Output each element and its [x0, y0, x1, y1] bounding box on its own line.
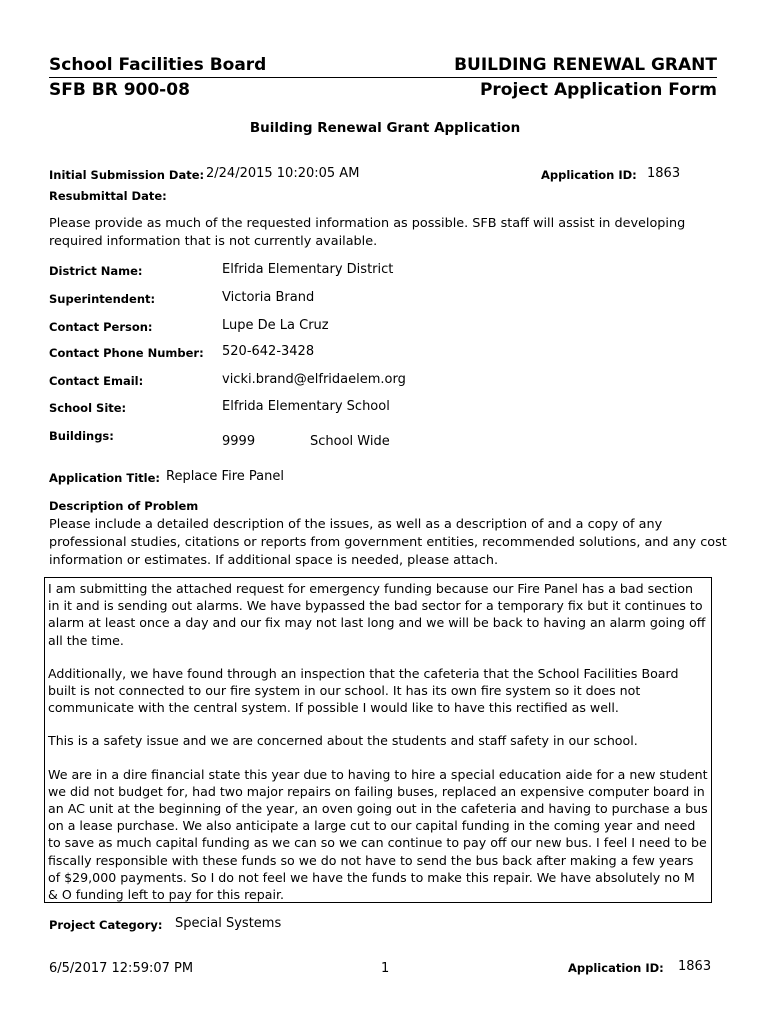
school-site-value: Elfrida Elementary School	[222, 399, 390, 414]
resubmittal-label: Resubmittal Date:	[49, 189, 167, 203]
building-name: School Wide	[310, 434, 390, 449]
application-id-value: 1863	[647, 166, 681, 181]
contact-person-value: Lupe De La Cruz	[222, 318, 329, 333]
contact-email-label: Contact Email:	[49, 374, 144, 388]
superintendent-value: Victoria Brand	[222, 290, 315, 305]
contact-email-value: vicki.brand@elfridaelem.org	[222, 372, 406, 387]
org-name: School Facilities Board	[49, 55, 267, 75]
superintendent-label: Superintendent:	[49, 292, 156, 306]
project-category-value: Special Systems	[175, 916, 282, 931]
form-code: SFB BR 900-08	[49, 80, 190, 100]
initial-submission-label: Initial Submission Date:	[49, 168, 205, 182]
application-id-label: Application ID:	[541, 168, 637, 182]
form-title: Project Application Form	[479, 80, 717, 100]
problem-paragraph: I am submitting the attached request for emergency funding because our Fire Panel has a bad section in it and is sending out alarms. We have bypassed the bad sector for a temporary fix but it continues to alarm at least once a day and our fix may not last long and we will be back to having an alarm going off all the time.	[48, 581, 706, 648]
problem-instructions: Please include a detailed description of the issues, as well as a description of and a copy of any professional studies, citations or reports from government entities, recommended solutions, and any cost information or estimates. If additional space is needed, please attach.	[49, 517, 727, 568]
buildings-label: Buildings:	[49, 429, 114, 443]
initial-submission-value: 2/24/2015 10:20:05 AM	[206, 166, 360, 181]
district-value: Elfrida Elementary District	[222, 262, 394, 277]
grant-title: BUILDING RENEWAL GRANT	[454, 55, 717, 75]
problem-paragraph: Additionally, we have found through an inspection that the cafeteria that the School Facilities Board built is not connected to our fire system in our school. It has its own fire system so it does not communicate with the central system. If possible I would like to have this rectified as well.	[48, 665, 679, 716]
page-number: 1	[381, 961, 390, 976]
contact-phone-label: Contact Phone Number:	[49, 346, 204, 360]
project-category-label: Project Category:	[49, 918, 163, 932]
application-title-label: Application Title:	[49, 471, 160, 485]
building-number: 9999	[222, 434, 256, 449]
header-divider	[49, 77, 717, 78]
problem-heading: Description of Problem	[49, 499, 199, 513]
section-title: Building Renewal Grant Application	[249, 120, 521, 136]
application-title-value: Replace Fire Panel	[166, 469, 284, 484]
instructions-text: Please provide as much of the requested information as possible. SFB staff will assist in developing required information that is not currently available.	[49, 216, 686, 249]
footer-application-id-value: 1863	[678, 959, 712, 974]
problem-paragraph: We are in a dire financial state this year due to having to hire a special education aide for a new student we did not budget for, had two major repairs on failing buses, replaced an expensive computer board in an AC unit at the beginning of the year, an oven going out in the cafeteria and having to purchase a bus on a lease purchase. We also anticipate a large cut to our capital funding in the coming year and need to save as much capital funding as we can so we can continue to pay off our new bus. I feel I need to be fiscally responsible with these funds so we do not have to send the bus back after making a few years of $29,000 payments. So I do not feel we have the funds to make this repair. We have absolutely no M & O funding left to pay for this repair.	[48, 766, 708, 903]
footer-application-id-label: Application ID:	[568, 961, 664, 975]
school-site-label: School Site:	[49, 401, 127, 415]
problem-description-box	[44, 577, 712, 903]
contact-phone-value: 520-642-3428	[222, 344, 315, 359]
contact-person-label: Contact Person:	[49, 320, 153, 334]
footer-timestamp: 6/5/2017 12:59:07 PM	[49, 961, 194, 976]
district-label: District Name:	[49, 264, 143, 278]
problem-paragraph: This is a safety issue and we are concerned about the students and staff safety in our school.	[48, 733, 638, 749]
